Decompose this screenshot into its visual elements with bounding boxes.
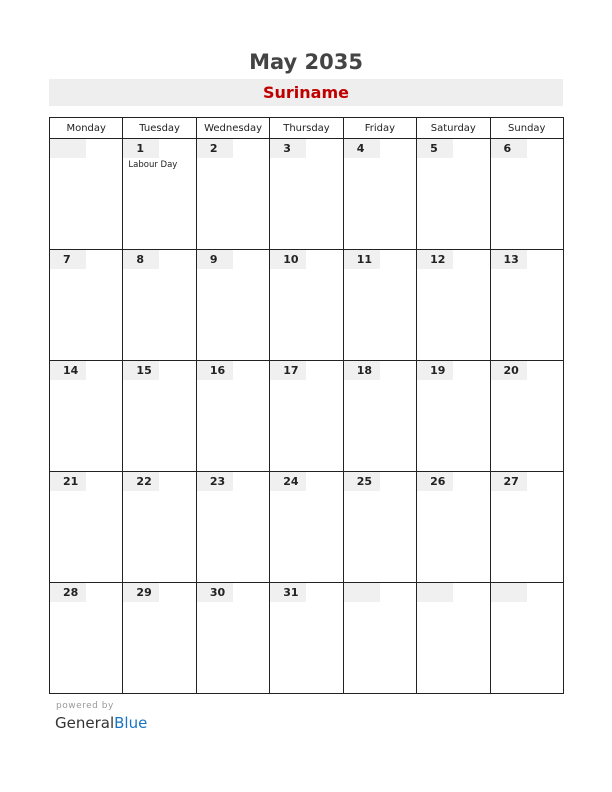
- day-cell: [123, 583, 196, 694]
- day-number: 24: [270, 472, 306, 491]
- week-row: [50, 583, 564, 694]
- day-cell: [50, 139, 123, 250]
- day-cell: [490, 472, 563, 583]
- day-number: 27: [491, 472, 527, 491]
- day-cell: [343, 250, 416, 361]
- day-number: 18: [344, 361, 380, 380]
- day-cell: [50, 583, 123, 694]
- weekday-header: Saturday: [417, 118, 490, 139]
- day-number: [491, 583, 527, 602]
- day-cell: [270, 139, 343, 250]
- day-number: 1: [123, 139, 159, 158]
- day-cell: [50, 472, 123, 583]
- day-number: 19: [417, 361, 453, 380]
- day-cell: [270, 472, 343, 583]
- weekday-header-row: [50, 118, 564, 139]
- day-number: [417, 583, 453, 602]
- holiday-label: Labour Day: [128, 160, 178, 170]
- day-cell: [490, 583, 563, 694]
- day-number: 17: [270, 361, 306, 380]
- weekday-header: Tuesday: [123, 118, 196, 139]
- day-number: 20: [491, 361, 527, 380]
- brand-general-text: General: [55, 714, 115, 732]
- day-number: 21: [50, 472, 86, 491]
- day-number: 7: [50, 250, 86, 269]
- day-cell: [123, 472, 196, 583]
- day-number: 13: [491, 250, 527, 269]
- calendar-grid: [49, 117, 564, 694]
- day-cell: [270, 361, 343, 472]
- day-number: 25: [344, 472, 380, 491]
- day-cell: [196, 472, 269, 583]
- day-cell: [343, 139, 416, 250]
- week-row: [50, 361, 564, 472]
- day-number: 16: [197, 361, 233, 380]
- day-cell: [343, 472, 416, 583]
- day-cell: [123, 250, 196, 361]
- day-number: 26: [417, 472, 453, 491]
- day-cell: [123, 139, 196, 250]
- day-cell: [417, 583, 490, 694]
- day-number: 8: [123, 250, 159, 269]
- weekday-header: Wednesday: [196, 118, 269, 139]
- day-cell: [196, 583, 269, 694]
- day-number: 11: [344, 250, 380, 269]
- day-number: 31: [270, 583, 306, 602]
- day-number: 9: [197, 250, 233, 269]
- country-banner: [49, 79, 563, 106]
- day-number: 22: [123, 472, 159, 491]
- day-number: 14: [50, 361, 86, 380]
- day-cell: [417, 361, 490, 472]
- day-cell: [343, 361, 416, 472]
- day-cell: [50, 250, 123, 361]
- weekday-header: Monday: [50, 118, 123, 139]
- day-number: 6: [491, 139, 527, 158]
- brand-blue-text: Blue: [114, 714, 148, 732]
- day-cell: [490, 139, 563, 250]
- day-cell: [123, 361, 196, 472]
- week-row: [50, 472, 564, 583]
- day-cell: [417, 250, 490, 361]
- day-number: 10: [270, 250, 306, 269]
- day-number: 15: [123, 361, 159, 380]
- day-number: 2: [197, 139, 233, 158]
- week-row: [50, 139, 564, 250]
- day-cell: [490, 250, 563, 361]
- weekday-header: Thursday: [270, 118, 343, 139]
- day-cell: [490, 361, 563, 472]
- day-number: 29: [123, 583, 159, 602]
- week-row: [50, 250, 564, 361]
- day-number: [50, 139, 86, 158]
- day-number: 23: [197, 472, 233, 491]
- day-cell: [270, 583, 343, 694]
- day-cell: [50, 361, 123, 472]
- weekday-header: Friday: [343, 118, 416, 139]
- day-cell: [417, 139, 490, 250]
- page-title: May 2035: [249, 50, 363, 74]
- country-name: Suriname: [263, 83, 349, 102]
- day-cell: [343, 583, 416, 694]
- day-number: 30: [197, 583, 233, 602]
- day-cell: [196, 139, 269, 250]
- day-number: 3: [270, 139, 306, 158]
- brand-logo[interactable]: [55, 713, 147, 733]
- day-cell: [417, 472, 490, 583]
- day-number: 4: [344, 139, 380, 158]
- weekday-header: Sunday: [490, 118, 563, 139]
- day-cell: [196, 361, 269, 472]
- day-number: [344, 583, 380, 602]
- day-cell: [196, 250, 269, 361]
- day-number: 5: [417, 139, 453, 158]
- day-number: 28: [50, 583, 86, 602]
- day-number: 12: [417, 250, 453, 269]
- powered-by-label: powered by: [56, 701, 114, 711]
- day-cell: [270, 250, 343, 361]
